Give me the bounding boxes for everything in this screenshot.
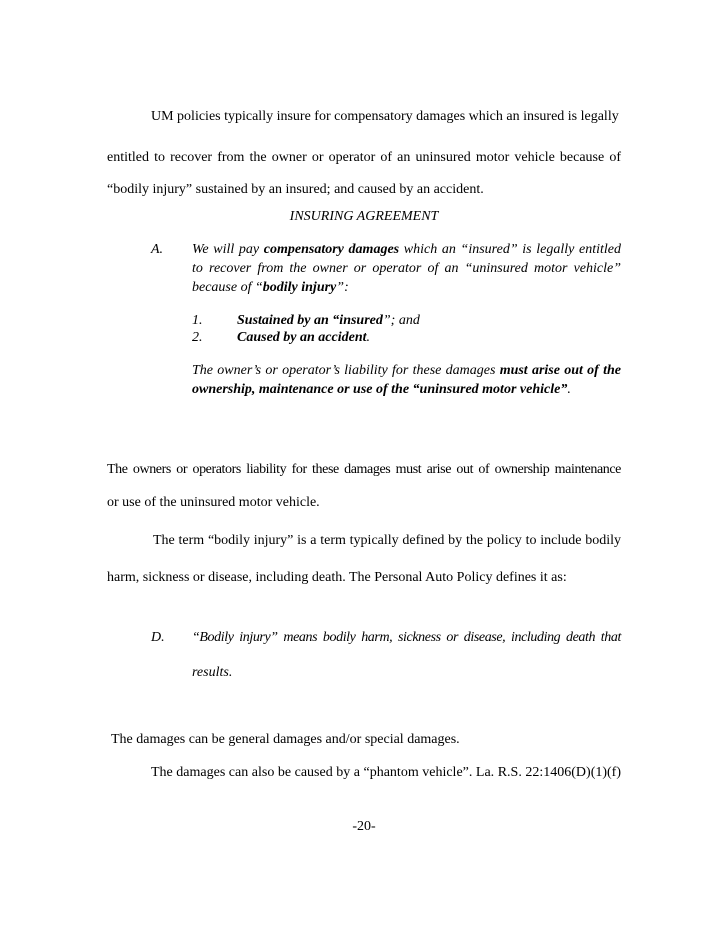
- paragraph-3-line-2: harm, sickness or disease, including death. The Personal Auto Policy defines it as:: [107, 570, 567, 585]
- definition-d-label: D.: [151, 630, 165, 645]
- item-1-post: ”; and: [382, 313, 420, 328]
- paragraph-1-line-1: UM policies typically insure for compensatory damages which an insured is legally: [151, 109, 619, 124]
- item-2-number: 2.: [192, 330, 203, 345]
- paragraph-2-line-2: or use of the uninsured motor vehicle.: [107, 495, 320, 510]
- item-1-bold: Sustained by an “insured: [237, 313, 383, 328]
- clause-a-line-1: [192, 241, 621, 259]
- liability-line-1-pre: The owner’s or operator’s liability for these damages: [192, 363, 500, 378]
- page-number: -20-: [352, 819, 376, 834]
- clause-a-line-1-pre: We will pay: [192, 242, 264, 257]
- liability-line-2: [192, 381, 571, 399]
- clause-a-line-1-post: which an “insured” is legally entitled: [399, 242, 622, 257]
- paragraph-3-line-1: The term “bodily injury” is a term typically defined by the policy to include bodily: [153, 533, 621, 548]
- item-2-bold: Caused by an accident: [237, 330, 367, 345]
- paragraph-4-line-1: The damages can be general damages and/or special damages.: [111, 732, 460, 747]
- definition-d-line-2: results.: [192, 665, 233, 680]
- liability-line-2-post: .: [567, 382, 571, 397]
- paragraph-1-line-3: “bodily injury” sustained by an insured; and caused by an accident.: [107, 182, 484, 197]
- paragraph-2-line-1: The owners or operators liability for these damages must arise out of ownership maintenance: [107, 462, 621, 477]
- liability-line-1: [192, 362, 621, 380]
- liability-line-1-bold: must arise out of the: [499, 363, 622, 378]
- liability-line-2-bold: ownership, maintenance or use of the “uninsured motor vehicle”: [192, 382, 568, 397]
- clause-a-line-3: [192, 279, 349, 297]
- definition-d-line-1: “Bodily injury” means bodily harm, sickness or disease, including death that: [192, 630, 621, 645]
- bodily-injury-term: bodily injury: [262, 280, 337, 295]
- clause-a-line-2: to recover from the owner or operator of an “uninsured motor vehicle”: [192, 261, 621, 276]
- clause-a-line-3-post: ”:: [336, 280, 349, 295]
- clause-a-label: A.: [151, 242, 164, 257]
- insuring-agreement-heading: INSURING AGREEMENT: [289, 209, 439, 224]
- paragraph-4-line-2: The damages can also be caused by a “phantom vehicle”. La. R.S. 22:1406(D)(1)(f): [151, 765, 621, 780]
- paragraph-1-line-2: entitled to recover from the owner or operator of an uninsured motor vehicle because of: [107, 150, 621, 165]
- clause-a-line-3-pre: because of “: [192, 280, 263, 295]
- item-2-post: .: [366, 330, 370, 345]
- compensatory-damages-term: compensatory damages: [263, 242, 400, 257]
- item-2-text: [237, 329, 370, 347]
- item-1-text: [237, 312, 420, 330]
- item-1-number: 1.: [192, 313, 203, 328]
